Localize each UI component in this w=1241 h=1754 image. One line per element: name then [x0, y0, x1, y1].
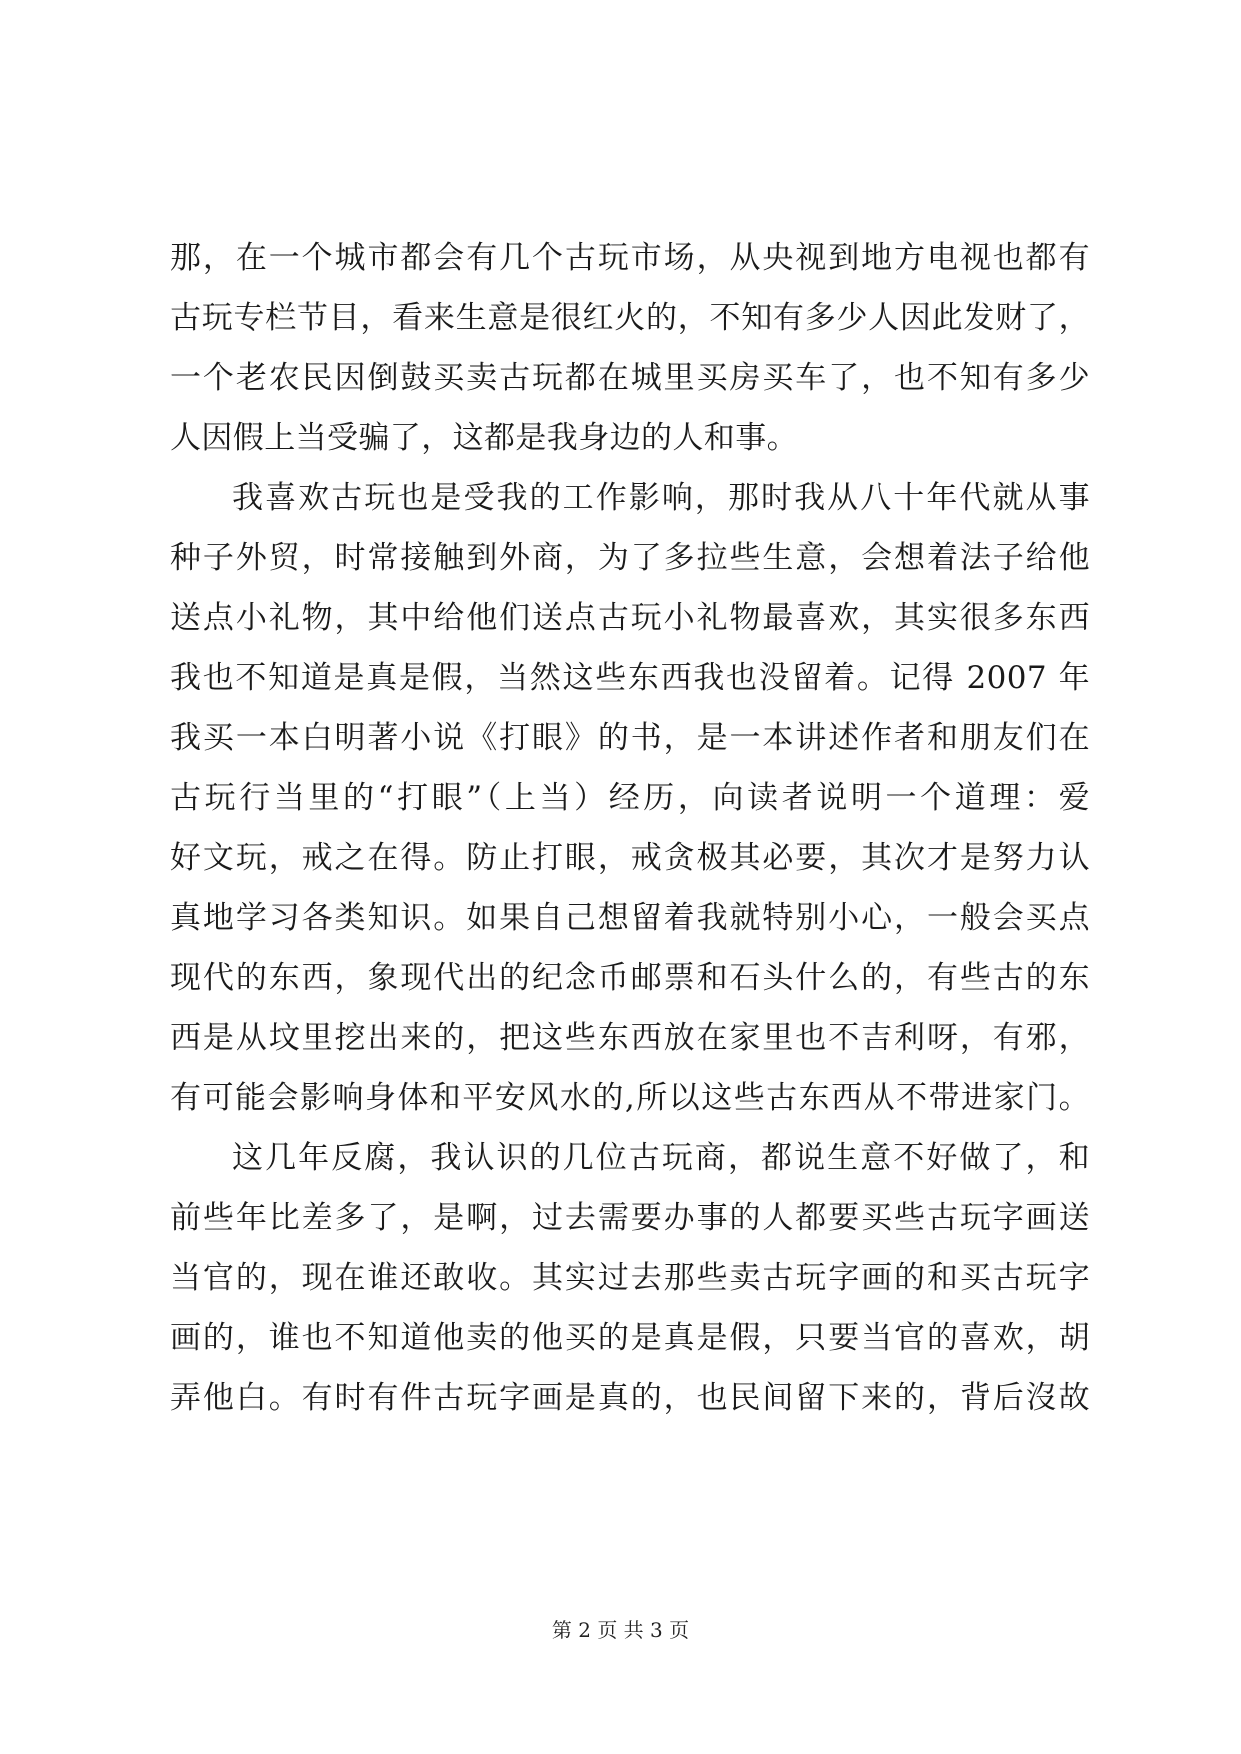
paragraph-line: 现代的东西，象现代出的纪念币邮票和石头什么的，有些古的东: [170, 960, 1090, 996]
paragraph-line: 有可能会影响身体和平安风水的,所以这些古东西从不带进家门。: [170, 1080, 1090, 1116]
paragraph-line: 送点小礼物，其中给他们送点古玩小礼物最喜欢，其实很多东西: [170, 600, 1090, 636]
body-text: [170, 228, 1090, 1428]
paragraph-line: 古玩专栏节目，看来生意是很红火的，不知有多少人因此发财了，: [170, 300, 1090, 336]
paragraph-line: 前些年比差多了，是啊，过去需要办事的人都要买些古玩字画送: [170, 1200, 1090, 1236]
page-number-footer: 第 2 页 共 3 页: [551, 1618, 690, 1642]
paragraph-line: 这几年反腐，我认识的几位古玩商，都说生意不好做了，和: [232, 1140, 1090, 1176]
paragraph-line: 我也不知道是真是假，当然这些东西我也没留着。记得 2007 年: [170, 660, 1090, 696]
paragraph-line: 画的，谁也不知道他卖的他买的是真是假，只要当官的喜欢，胡: [170, 1320, 1090, 1356]
paragraph-line: 当官的，现在谁还敢收。其实过去那些卖古玩字画的和买古玩字: [170, 1260, 1090, 1296]
paragraph-line: 我买一本白明著小说《打眼》的书，是一本讲述作者和朋友们在: [170, 720, 1090, 756]
paragraph-line: 我喜欢古玩也是受我的工作影响，那时我从八十年代就从事: [232, 480, 1090, 516]
paragraph-line: 古玩行当里的“打眼”（上当）经历，向读者说明一个道理：爱: [170, 780, 1090, 816]
paragraph-line: 真地学习各类知识。如果自己想留着我就特别小心，一般会买点: [170, 900, 1090, 936]
paragraph-line: 种子外贸，时常接触到外商，为了多拉些生意，会想着法子给他: [170, 540, 1090, 576]
paragraph-line: 弄他白。有时有件古玩字画是真的，也民间留下来的，背后沒故: [170, 1380, 1090, 1416]
paragraph-line: 西是从坟里挖出来的，把这些东西放在家里也不吉利呀，有邪，: [170, 1020, 1090, 1056]
paragraph-line: 好文玩，戒之在得。防止打眼，戒贪极其必要，其次才是努力认: [170, 840, 1090, 876]
paragraph-line: 一个老农民因倒鼓买卖古玩都在城里买房买车了，也不知有多少: [170, 360, 1090, 396]
paragraph-line: 人因假上当受骗了，这都是我身边的人和事。: [170, 420, 798, 456]
paragraph-line: 那，在一个城市都会有几个古玩市场，从央视到地方电视也都有: [170, 240, 1090, 276]
